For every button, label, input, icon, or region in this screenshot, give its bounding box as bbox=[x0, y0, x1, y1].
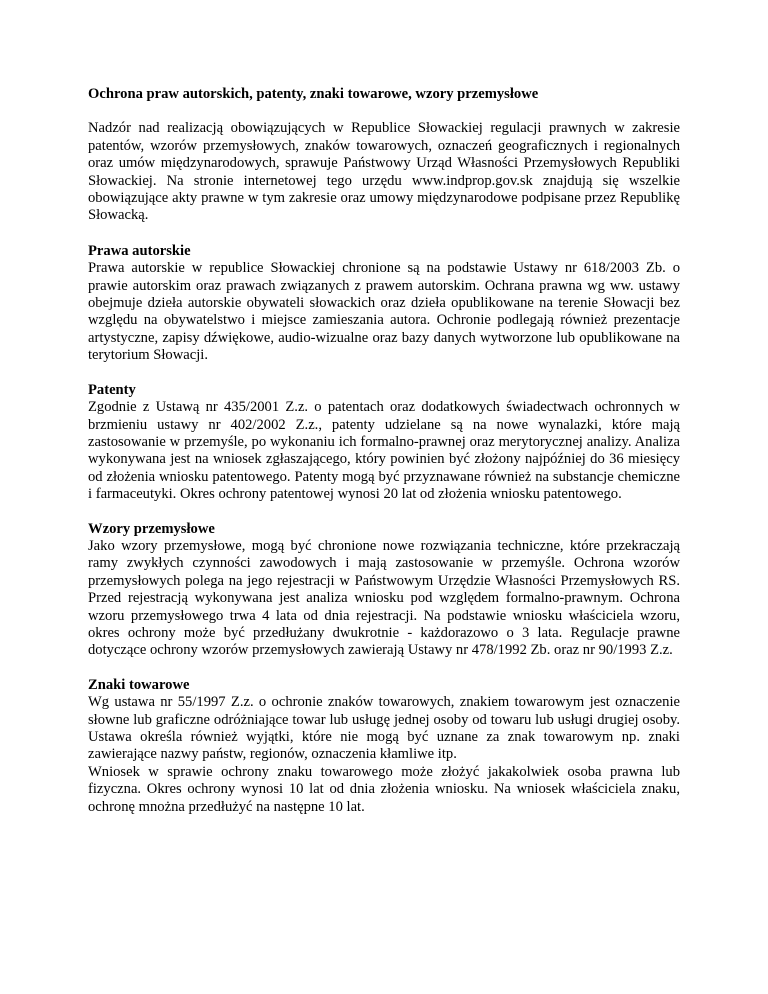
section-heading-patents: Patenty bbox=[88, 381, 136, 398]
section-patents bbox=[88, 382, 680, 504]
section-copyright bbox=[88, 243, 680, 365]
section-body-industrial-designs: Jako wzory przemysłowe, mogą być chronione nowe rozwiązania techniczne, które przekraczają ramy zwykłych czynności zawodowych i mają zastosowanie w przemyśle. Ochrona wzorów przemysłowych polega na jego rejestracji w Państwowym Urzędzie Własności Przemysłowych RS. Przed rejestracją wykonywana jest analiza wniosku pod względem formalno-prawnym. Ochrona wzoru przemysłowego trwa 4 lata od dnia rejestracji. Na podstawie wniosku właściciela wzoru, okres ochrony może być przedłużany dwukrotnie - każdorazowo o 3 lata. Regulacje prawne dotyczące ochrony wzorów przemysłowych zawierają Ustawy nr 478/1992 Zb. oraz nr 90/1993 Z.z. bbox=[88, 537, 680, 659]
section-trademarks bbox=[88, 677, 680, 816]
document-title: Ochrona praw autorskich, patenty, znaki towarowe, wzory przemysłowe bbox=[88, 86, 539, 102]
section-industrial-designs bbox=[88, 521, 680, 660]
section-heading-trademarks: Znaki towarowe bbox=[88, 676, 190, 693]
intro-paragraph: Nadzór nad realizacją obowiązujących w Republice Słowackiej regulacji prawnych w zakresie patentów, wzorów przemysłowych, znaków towarowych, oznaczeń geograficznych i regionalnych oraz umów międzynarodowych, sprawuje Państwowy Urząd Własności Przemysłowych Republiki Słowackiej. Na stronie internetowej tego urzędu www.indprop.gov.sk znajdują się wszelkie obowiązujące akty prawne w tym zakresie oraz umowy międzynarodowe podpisane przez Republikę Słowacką. bbox=[88, 120, 680, 224]
section-heading-copyright: Prawa autorskie bbox=[88, 242, 191, 259]
section-body-trademarks-part1: Wg ustawa nr 55/1997 Z.z. o ochronie znaków towarowych, znakiem towarowym jest oznaczenie słowne lub graficzne odróżniające towar lub usługę jednej osoby od towaru lub usługi drugiej osoby. Ustawa określa również wyjątki, które nie mogą być uznane za znak towarowym np. znaki zawierające nazwy państw, regionów, oznaczenia kłamliwe itp. bbox=[88, 694, 680, 763]
document-page bbox=[88, 86, 680, 833]
section-body-copyright: Prawa autorskie w republice Słowackiej chronione są na podstawie Ustawy nr 618/2003 Zb. o prawie autorskim oraz prawach związanych z prawem autorskim. Ochrana prawna wg ww. ustawy obejmuje dzieła autorskie obywateli słowackich oraz dzieła opublikowane na terenie Słowacji bez względu na obywatelstwo i miejsce zamieszania autora. Ochronie podlegają również prezentacje artystyczne, zapisy dźwiękowe, audio-wizualne oraz bazy danych wytworzone lub opublikowane na terytorium Słowacji. bbox=[88, 260, 680, 364]
section-body-patents: Zgodnie z Ustawą nr 435/2001 Z.z. o patentach oraz dodatkowych świadectwach ochronnych w brzmieniu ustawy nr 402/2002 Z.z., patenty udzielane są na nowe wynalazki, które mają zastosowanie w przemyśle, po wykonaniu ich formalno-prawnej oraz merytorycznej analizy. Analiza wykonywana jest na wniosek zgłaszającego, który powinien być złożony najpóźniej do 36 miesięcy od złożenia wniosku patentowego. Patenty mogą być przyznawane również na substancje chemiczne i farmaceutyki. Okres ochrony patentowej wynosi 20 lat od złożenia wniosku patentowego. bbox=[88, 399, 680, 503]
section-body-trademarks-part2: Wniosek w sprawie ochrony znaku towarowego może złożyć jakakolwiek osoba prawna lub fizyczna. Okres ochrony wynosi 10 lat od dnia złożenia wniosku. Na wniosek właściciela znaku, ochronę mnożna przedłużyć na następne 10 lat. bbox=[88, 763, 680, 815]
section-heading-industrial-designs: Wzory przemysłowe bbox=[88, 520, 215, 537]
